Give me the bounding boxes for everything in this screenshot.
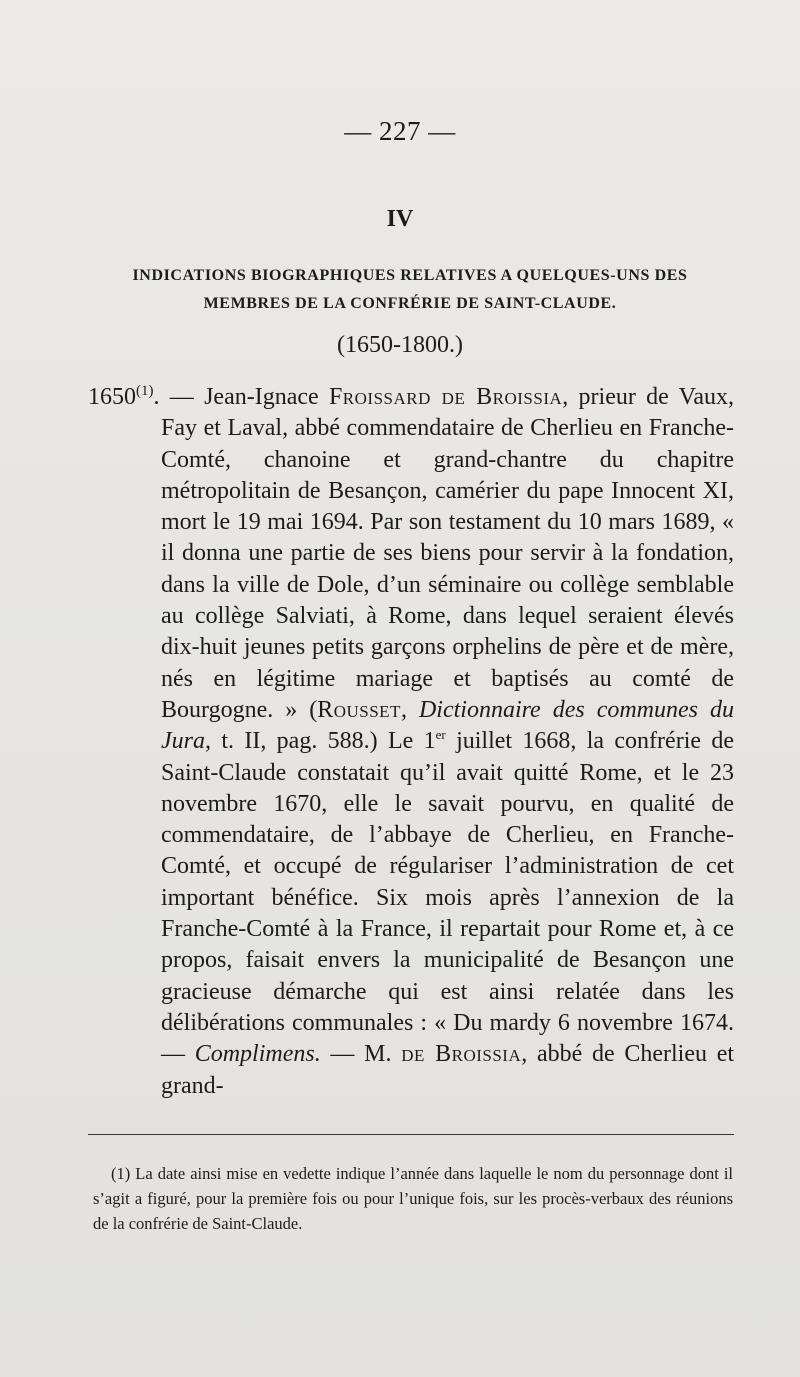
footnote-reference: (1) [136, 383, 154, 399]
footnote: (1) La date ainsi mise en vedette indique l’année dans laquelle le nom du personnage dont il s’agit a figuré, pour la première fois ou pour l’unique fois, sur les procès-verbaux des réunions de la confrérie de Saint-Claude. [93, 1164, 733, 1233]
date-range: (1650-1800.) [337, 332, 463, 358]
heading-line-2: MEMBRES DE LA CONFRÉRIE DE SAINT-CLAUDE. [203, 295, 617, 312]
entry-paragraph [88, 382, 734, 1102]
page-number: — 227 — [344, 116, 456, 146]
de-broissia: de Broissia [401, 1041, 522, 1068]
entry-text-4: juillet 1668, la confrérie de Saint-Claude constatait qu’il avait quitté Rome, et le 23 novembre 1670, elle le savait pourvu, en qualité de commendataire, de l’abbaye de Cherlieu, en Franche-Comté, et occupé de régulariser l’administration de cet important bénéfice. Six mois après l’annexion de la Franche-Comté à la France, il repartait pour Rome et, à ce propos, faisait envers la municipalité de Besançon une gracieuse démarche qui est ainsi relatée dans les délibérations communales : « Du mardy 6 novembre 1674. — [161, 728, 734, 1068]
heading-line-1: INDICATIONS BIOGRAPHIQUES RELATIVES A QUELQUES-UNS DES [132, 267, 688, 284]
entry-text-3: t. II, pag. 588.) Le 1 [211, 728, 436, 755]
entry-name-surname: Froissard de Broissia [328, 384, 563, 410]
footnote-rule [88, 1134, 734, 1135]
superscript-er: er [435, 727, 446, 743]
section-number: IV [386, 206, 414, 232]
complimens-label: Complimens. [194, 1041, 321, 1068]
entry-text-5: — M. [320, 1041, 402, 1068]
citation-title: Dictionnaire des communes du Jura, [161, 696, 734, 755]
entry-text-1: , prieur de Vaux, Fay et Laval, abbé commendataire de Cherlieu en Franche-Comté, chanoine et grand-chantre du chapitre métropolitain de Besançon, camérier du pape Innocent XI, mort le 19 mai 1694. Par son testament du 10 mars 1689, « il donna une partie de ses biens pour servir à la fondation, dans la ville de Dole, d’un séminaire ou collège semblable au collège Salviati, à Rome, dans lequel seraient élevés dix-huit jeunes petits garçons orphelins de père et de mère, nés en légitime mariage et baptisés au comté de Bourgogne. » ( [161, 384, 734, 723]
entry-year: 1650 [88, 384, 136, 410]
entry-body [88, 382, 734, 1102]
entry-text-6: , abbé de Cherlieu et grand- [161, 1041, 735, 1099]
entry-dash: . — [153, 384, 205, 410]
section-heading [90, 262, 730, 318]
citation-author: Rousset [317, 696, 401, 723]
entry-name-first: Jean-Ignace [204, 384, 329, 410]
entry-text-2: , [400, 696, 419, 723]
